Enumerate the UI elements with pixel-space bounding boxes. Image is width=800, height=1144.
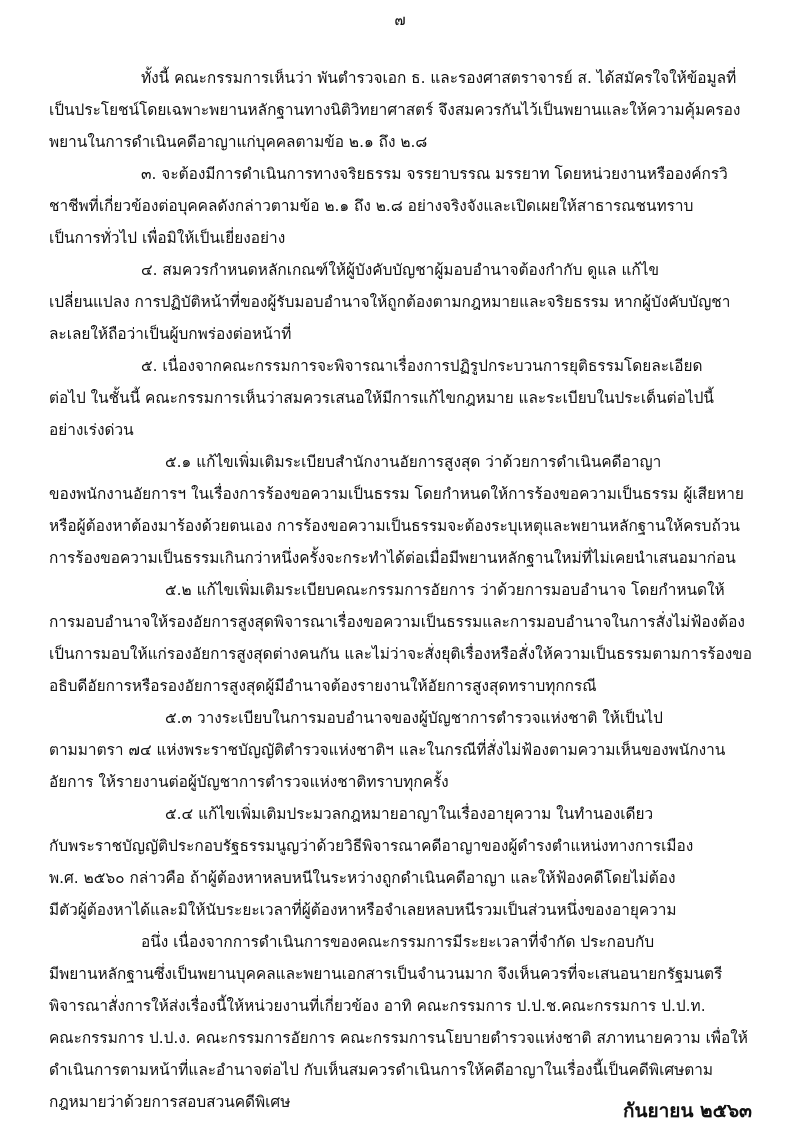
paragraph-line: ๕.๑ แก้ไขเพิ่มเติมระเบียบสำนักงานอัยการสูงสุด ว่าด้วยการดำเนินคดีอาญา xyxy=(165,453,662,471)
paragraph-line: ต่อไป ในชั้นนี้ คณะกรรมการเห็นว่าสมควรเสนอให้มีการแก้ไขกฎหมาย และระเบียบในประเด็นต่อไปนี้ xyxy=(49,389,714,407)
paragraph-line: เปลี่ยนแปลง การปฏิบัติหน้าที่ของผู้รับมอบอำนาจให้ถูกต้องตามกฎหมายและจริยธรรม หากผู้บังคับบัญชา xyxy=(49,293,731,311)
paragraph-p7 xyxy=(49,702,781,798)
paragraph-line: คณะกรรมการ ป.ป.ง. คณะกรรมการอัยการ คณะกรรมการนโยบายตำรวจแห่งชาติ สภาทนายความ เพื่อให้ xyxy=(49,1029,748,1047)
paragraph-line: ละเลยให้ถือว่าเป็นผู้บกพร่องต่อหน้าที่ xyxy=(49,325,292,343)
paragraph-line: ทั้งนี้ คณะกรรมการเห็นว่า พันตำรวจเอก ธ. และรองศาสตราจารย์ ส. ได้สมัครใจให้ข้อมูลที่ xyxy=(141,69,737,87)
paragraph-line: อย่างเร่งด่วน xyxy=(49,421,134,439)
paragraph-line: เป็นการทั่วไป เพื่อมิให้เป็นเยี่ยงอย่าง xyxy=(49,229,286,247)
paragraph-line: กฎหมายว่าด้วยการสอบสวนคดีพิเศษ xyxy=(49,1093,291,1111)
paragraph-line: ๕.๔ แก้ไขเพิ่มเติมประมวลกฎหมายอาญาในเรื่องอายุความ ในทำนองเดียว xyxy=(165,805,654,823)
paragraph-line: การร้องขอความเป็นธรรมเกินกว่าหนึ่งครั้งจะกระทำได้ต่อเมื่อมีพยานหลักฐานใหม่ที่ไม่เคยนำเสนอมาก่อน xyxy=(49,549,736,567)
paragraph-line: หรือผู้ต้องหาต้องมาร้องด้วยตนเอง การร้องขอความเป็นธรรมจะต้องระบุเหตุและพยานหลักฐานให้ครบถ้วน xyxy=(49,517,740,535)
paragraph-p4 xyxy=(49,350,781,446)
paragraph-line: การมอบอำนาจให้รองอัยการสูงสุดพิจารณาเรื่องขอความเป็นธรรมและการมอบอำนาจในการสั่งไม่ฟ้องต้อง xyxy=(49,613,745,631)
paragraph-line: ดำเนินการตามหน้าที่และอำนาจต่อไป กับเห็นสมควรดำเนินการให้คดีอาญาในเรื่องนี้เป็นคดีพิเศษตาม xyxy=(49,1061,714,1079)
paragraph-p2 xyxy=(49,158,781,254)
paragraph-p8 xyxy=(49,798,781,926)
paragraph-line: พ.ศ. ๒๕๖๐ กล่าวคือ ถ้าผู้ต้องหาหลบหนีในระหว่างถูกดำเนินคดีอาญา และให้ฟ้องคดีโดยไม่ต้อง xyxy=(49,869,676,887)
paragraph-line: ๔. สมควรกำหนดหลักเกณฑ์ให้ผู้บังคับบัญชาผู้มอบอำนาจต้องกำกับ ดูแล แก้ไข xyxy=(141,261,659,279)
paragraph-line: กับพระราชบัญญัติประกอบรัฐธรรมนูญว่าด้วยวิธีพิจารณาคดีอาญาของผู้ดำรงตำแหน่งทางการเมือง xyxy=(49,837,694,855)
paragraph-line: ของพนักงานอัยการฯ ในเรื่องการร้องขอความเป็นธรรม โดยกำหนดให้การร้องขอความเป็นธรรม ผู้เสียหาย xyxy=(49,485,744,503)
paragraph-line: อัยการ ให้รายงานต่อผู้บัญชาการตำรวจแห่งชาติทราบทุกครั้ง xyxy=(49,773,449,791)
paragraph-line: ๓. จะต้องมีการดำเนินการทางจริยธรรม จรรยาบรรณ มรรยาท โดยหน่วยงานหรือองค์กรวิ xyxy=(141,165,728,183)
paragraph-p9 xyxy=(49,926,781,1118)
paragraph-line: อนึ่ง เนื่องจากการดำเนินการของคณะกรรมการมีระยะเวลาที่จำกัด ประกอบกับ xyxy=(141,933,655,951)
paragraph-line: ชาชีพที่เกี่ยวข้องต่อบุคคลดังกล่าวตามข้อ ๒.๑ ถึง ๒.๘ อย่างจริงจังและเปิดเผยให้สาธารณชนทราบ xyxy=(49,197,694,215)
paragraph-line: มีพยานหลักฐานซึ่งเป็นพยานบุคคลและพยานเอกสารเป็นจำนวนมาก จึงเห็นควรที่จะเสนอนายกรัฐมนตรี xyxy=(49,965,723,983)
paragraph-p5 xyxy=(49,446,781,574)
paragraph-line: ๕.๒ แก้ไขเพิ่มเติมระเบียบคณะกรรมการอัยการ ว่าด้วยการมอบอำนาจ โดยกำหนดให้ xyxy=(165,581,725,599)
paragraph-p3 xyxy=(49,254,781,350)
paragraph-line: พิจารณาสั่งการให้ส่งเรื่องนี้ให้หน่วยงานที่เกี่ยวข้อง อาทิ คณะกรรมการ ป.ป.ช.คณะกรรมการ ป.ป.ท. xyxy=(49,997,706,1015)
paragraph-line: พยานในการดำเนินคดีอาญาแก่บุคคลตามข้อ ๒.๑ ถึง ๒.๘ xyxy=(49,133,428,151)
paragraph-line: ๕. เนื่องจากคณะกรรมการจะพิจารณาเรื่องการปฏิรูปกระบวนการยุติธรรมโดยละเอียด xyxy=(141,357,703,375)
paragraph-line: เป็นประโยชน์โดยเฉพาะพยานหลักฐานทางนิติวิทยาศาสตร์ จึงสมควรกันไว้เป็นพยานและให้ความคุ้มครอง xyxy=(49,101,741,119)
paragraph-p1 xyxy=(49,62,781,158)
paragraph-line: เป็นการมอบให้แก่รองอัยการสูงสุดต่างคนกัน และไม่ว่าจะสั่งยุติเรื่องหรือสั่งให้ความเป็นธรรมตามการร้องขอ xyxy=(49,645,752,663)
document-date: กันยายน ๒๕๖๓ xyxy=(623,1100,752,1122)
paragraph-line: ตามมาตรา ๗๔ แห่งพระราชบัญญัติตำรวจแห่งชาติฯ และในกรณีที่สั่งไม่ฟ้องตามความเห็นของพนักงาน xyxy=(49,741,726,759)
paragraph-line: มีตัวผู้ต้องหาได้และมิให้นับระยะเวลาที่ผู้ต้องหาหรือจำเลยหลบหนีรวมเป็นส่วนหนึ่งของอายุความ xyxy=(49,901,677,919)
paragraph-line: อธิบดีอัยการหรือรองอัยการสูงสุดผู้มีอำนาจต้องรายงานให้อัยการสูงสุดทราบทุกกรณี xyxy=(49,677,597,695)
paragraph-line: ๕.๓ วางระเบียบในการมอบอำนาจของผู้บัญชาการตำรวจแห่งชาติ ให้เป็นไป xyxy=(165,709,663,727)
document-body xyxy=(49,62,781,1118)
paragraph-p6 xyxy=(49,574,781,702)
page-number: ๗ xyxy=(394,11,406,29)
